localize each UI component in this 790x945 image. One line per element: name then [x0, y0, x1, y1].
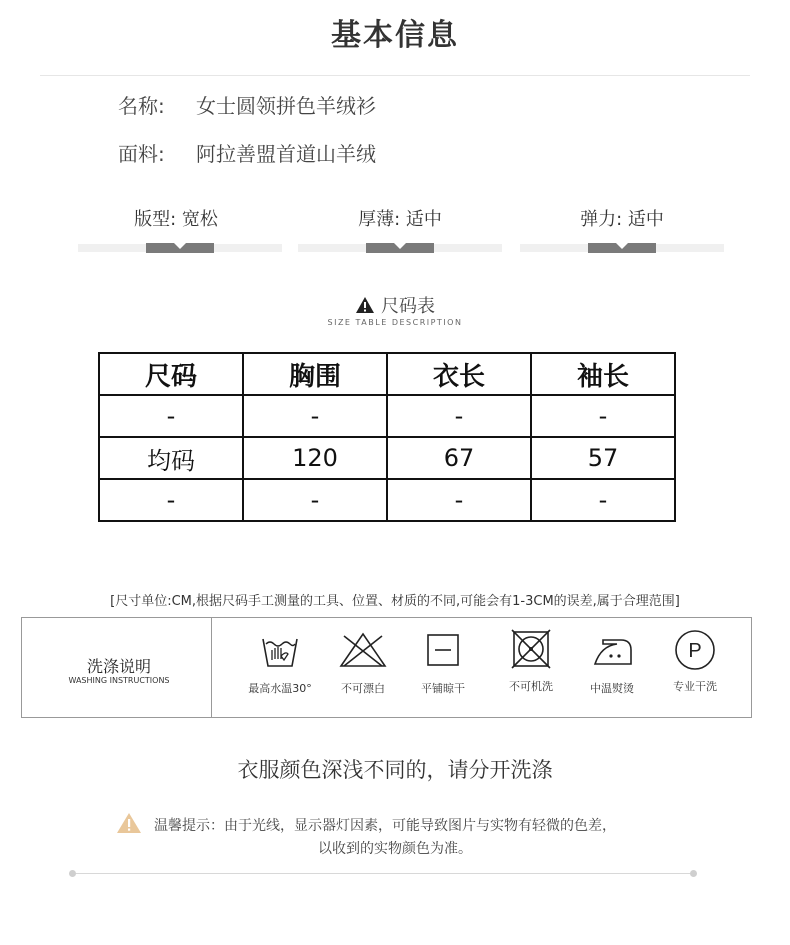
washing-subtitle: WASHING INSTRUCTIONS	[68, 676, 170, 685]
wash-item-no-bleach	[323, 630, 403, 696]
table-row	[99, 437, 675, 479]
size-table-heading	[0, 292, 790, 319]
table-cell: 67	[387, 437, 531, 479]
table-cell: -	[99, 479, 243, 521]
dry-clean-letter: P	[688, 640, 702, 662]
size-table	[98, 352, 676, 522]
elasticity-label: 弹力: 适中	[580, 209, 664, 230]
dry-clean-icon	[673, 628, 717, 672]
table-row	[99, 395, 675, 437]
divider-dot-right	[690, 870, 697, 877]
caution-icon	[116, 812, 142, 838]
warning-icon	[355, 296, 375, 319]
page-title: 基本信息	[331, 18, 459, 53]
top-divider	[40, 75, 750, 76]
washing-divider	[211, 618, 212, 717]
table-cell: 120	[243, 437, 387, 479]
thickness-scale-pointer	[394, 243, 406, 249]
name-row	[118, 90, 376, 119]
wash-item-medium-iron	[572, 630, 652, 696]
elasticity-scale-pointer	[616, 243, 628, 249]
table-cell: 均码	[99, 437, 243, 479]
flat-dry-icon	[423, 630, 463, 670]
tip-line-1: 温馨提示：由于光线，显示器灯因素，可能导致图片与实物有轻微的色差，	[154, 818, 616, 834]
wash-item-hand-wash	[240, 630, 320, 696]
table-cell: -	[387, 395, 531, 437]
fabric-value: 阿拉善盟首道山羊绒	[196, 142, 376, 166]
table-cell: -	[387, 479, 531, 521]
color-wash-note: 衣服颜色深浅不同的，请分开洗涤	[237, 758, 553, 782]
wash-item-label: 平铺晾干	[421, 682, 465, 695]
wash-item-label: 中温熨烫	[590, 682, 634, 695]
table-cell: -	[531, 395, 675, 437]
no-bleach-icon	[338, 630, 388, 670]
size-table-title: 尺码表	[381, 296, 435, 317]
thickness-label: 厚薄: 适中	[358, 209, 442, 230]
table-cell: -	[243, 395, 387, 437]
wash-item-dry-clean	[655, 628, 735, 694]
divider-dot-left	[69, 870, 76, 877]
col-sleeve: 袖长	[531, 353, 675, 395]
size-table-header-row	[99, 353, 675, 395]
wash-item-label: 不可漂白	[341, 682, 385, 695]
wash-item-flat-dry	[403, 630, 483, 696]
name-value: 女士圆领拼色羊绒衫	[196, 94, 376, 118]
wash-item-label: 专业干洗	[673, 680, 717, 693]
fabric-row	[118, 138, 376, 167]
fit-scale-pointer	[174, 243, 186, 249]
col-size: 尺码	[99, 353, 243, 395]
col-length: 衣长	[387, 353, 531, 395]
wash-item-label: 不可机洗	[509, 680, 553, 693]
name-label: 名称:	[118, 94, 165, 118]
hand-wash-icon	[260, 630, 300, 670]
table-cell: -	[99, 395, 243, 437]
wash-item-label: 最高水温30°	[248, 682, 312, 695]
washing-title: 洗涤说明	[86, 657, 151, 676]
no-machine-wash-icon	[510, 628, 552, 670]
fabric-label: 面料:	[118, 142, 165, 166]
bottom-divider	[74, 873, 694, 874]
table-cell: -	[243, 479, 387, 521]
medium-iron-icon	[587, 630, 637, 670]
tip-line-2: 以收到的实物颜色为准。	[318, 841, 472, 857]
wash-item-no-machine-wash	[491, 628, 571, 694]
table-cell: -	[531, 479, 675, 521]
measurement-note: [尺寸单位:CM,根据尺码手工测量的工具、位置、材质的不同,可能会有1-3CM的误差,属于合理范围]	[110, 594, 680, 609]
fit-label: 版型: 宽松	[134, 209, 218, 230]
table-cell: 57	[531, 437, 675, 479]
size-table-subtitle: SIZE TABLE DESCRIPTION	[327, 318, 463, 327]
col-chest: 胸围	[243, 353, 387, 395]
table-row	[99, 479, 675, 521]
